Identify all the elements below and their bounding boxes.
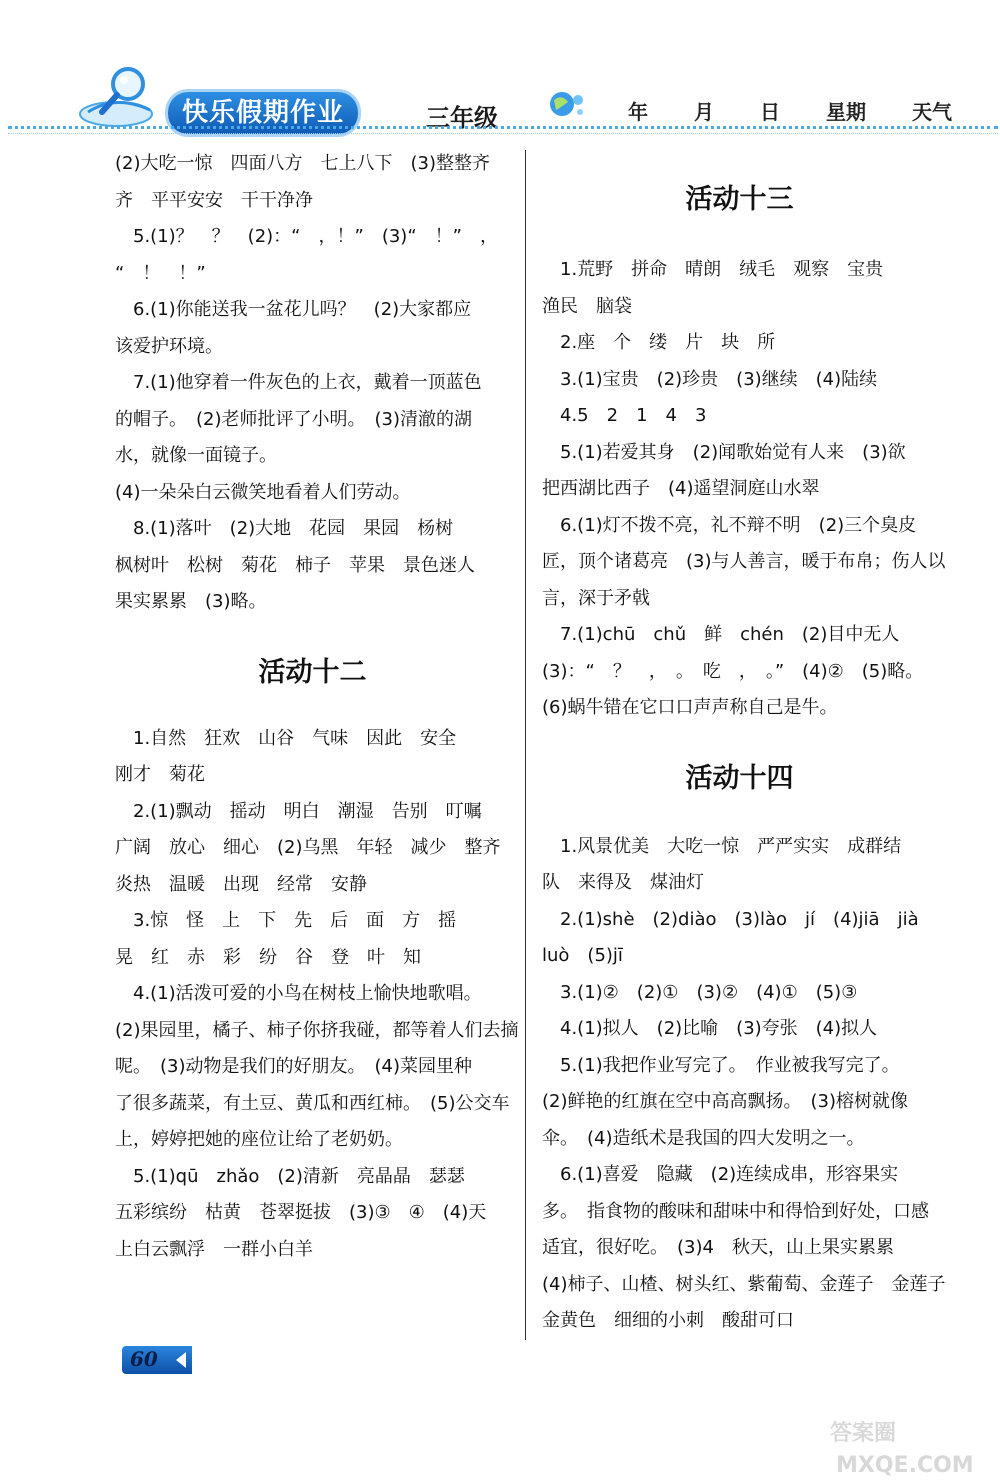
answer-line: 果实累累 (3)略。 bbox=[115, 591, 267, 612]
answer-line: (4)柿子、山楂、树头红、紫葡萄、金莲子 金莲子 bbox=[542, 1273, 946, 1295]
page-number-tab bbox=[122, 1346, 192, 1374]
answer-line: 4.(1)活泼可爱的小鸟在树枝上愉快地歌唱。 bbox=[115, 983, 482, 1004]
answers-activity-14 bbox=[542, 829, 946, 1340]
answer-line: 3.(1)② (2)① (3)② (4)① (5)③ bbox=[542, 981, 858, 1003]
answer-line: 6.(1)喜爱 隐藏 (2)连续成串，形容果实 bbox=[542, 1164, 899, 1185]
right-column bbox=[542, 170, 946, 1340]
answer-line: 1.风景优美 大吃一惊 严严实实 成群结 bbox=[542, 835, 902, 857]
left-column bbox=[115, 146, 519, 1268]
answer-line: “ ！ ！” bbox=[115, 262, 206, 284]
header-dotted-rule bbox=[8, 126, 998, 129]
watermark-logo bbox=[820, 1404, 1000, 1480]
answer-line: 了很多蔬菜，有土豆、黄瓜和西红柿。 (5)公交车 bbox=[115, 1092, 510, 1114]
answer-line: 刚才 菊花 bbox=[115, 764, 205, 785]
answer-line: 4.5 2 1 4 3 bbox=[542, 405, 707, 426]
year-label: 年 bbox=[628, 100, 648, 124]
triangle-left-icon bbox=[176, 1352, 186, 1368]
answer-line: (4)一朵朵白云微笑地看着人们劳动。 bbox=[115, 481, 411, 503]
answer-line: (2)果园里，橘子、柿子你挤我碰，都等着人们去摘 bbox=[115, 1019, 519, 1041]
answer-line: 5.(1)qū zhǎo (2)清新 亮晶晶 瑟瑟 bbox=[115, 1165, 465, 1187]
answer-line: 匠，顶个诸葛亮 (3)与人善言，暖于布帛；伤人以 bbox=[542, 551, 946, 572]
grade-label: 三年级 bbox=[426, 104, 498, 132]
answer-line: 1.荒野 拼命 晴朗 绒毛 观察 宝贵 bbox=[542, 259, 884, 280]
answer-line: 水，就像一面镜子。 bbox=[115, 445, 277, 466]
answer-line: 渔民 脑袋 bbox=[542, 295, 632, 317]
answer-line: 多。 指食物的酸味和甜味中和得恰到好处，口感 bbox=[542, 1200, 929, 1222]
page-number: 60 bbox=[130, 1347, 158, 1371]
answer-line: (3)：“ ？ ， 。 吃 ， 。” (4)② (5)略。 bbox=[542, 660, 924, 682]
watermark-text-url: MXQE.COM bbox=[836, 1453, 974, 1478]
answer-line: 枫树叶 松树 菊花 柿子 苹果 景色迷人 bbox=[115, 554, 475, 576]
section-heading-activity-12: 活动十二 bbox=[258, 656, 367, 688]
day-label: 日 bbox=[760, 100, 780, 124]
answer-line: 5.(1)若爱其身 (2)闻歌始觉有人来 (3)欲 bbox=[542, 441, 906, 463]
answer-line: 2.座 个 缕 片 块 所 bbox=[542, 332, 776, 353]
answers-activity-12 bbox=[115, 721, 519, 1269]
date-weather-fields bbox=[628, 96, 952, 125]
answer-line: 8.(1)落叶 (2)大地 花园 果园 杨树 bbox=[115, 518, 454, 539]
answer-line: 7.(1)他穿着一件灰色的上衣，戴着一顶蓝色 bbox=[115, 372, 482, 393]
answer-line: 6.(1)灯不拨不亮，礼不辩不明 (2)三个臭皮 bbox=[542, 514, 917, 536]
answer-line: 适宜，很好吃。 (3)4 秋天，山上果实累累 bbox=[542, 1237, 894, 1258]
answer-line: 6.(1)你能送我一盆花儿吗？ (2)大家都应 bbox=[115, 299, 472, 320]
answer-line: 炎热 温暖 出现 经常 安静 bbox=[115, 873, 367, 895]
answer-line: 上，婷婷把她的座位让给了老奶奶。 bbox=[115, 1129, 403, 1150]
answer-line: 3.(1)宝贵 (2)珍贵 (3)继续 (4)陆续 bbox=[542, 368, 878, 390]
answer-line: 广阔 放心 细心 (2)乌黑 年轻 减少 整齐 bbox=[115, 837, 501, 858]
weekday-label: 星期 bbox=[826, 100, 866, 124]
section-heading-activity-14: 活动十四 bbox=[685, 762, 794, 794]
answer-line: (2)大吃一惊 四面八方 七上八下 (3)整整齐 bbox=[115, 153, 490, 174]
answer-line: 五彩缤纷 枯黄 苍翠挺拔 (3)③ ④ (4)天 bbox=[115, 1202, 487, 1223]
page-header bbox=[0, 0, 1000, 140]
column-divider bbox=[525, 150, 526, 1340]
answer-line: 上白云飘浮 一群小白羊 bbox=[115, 1238, 313, 1260]
answer-line: 呢。 (3)动物是我们的好朋友。 (4)菜园里种 bbox=[115, 1056, 472, 1077]
answer-line: luò (5)jī bbox=[542, 945, 623, 966]
answer-line: 3.惊 怪 上 下 先 后 面 方 摇 bbox=[115, 910, 457, 931]
answer-line: 7.(1)chū chǔ 鲜 chén (2)目中无人 bbox=[542, 624, 900, 645]
globe-icon bbox=[548, 88, 588, 126]
answer-line: 5.(1)？ ？ (2)：“ ，！” (3)“ ！” ， bbox=[115, 226, 498, 247]
answer-line: 的帽子。 (2)老师批评了小明。 (3)清澈的湖 bbox=[115, 408, 472, 430]
answer-line: 金黄色 细细的小刺 酸甜可口 bbox=[542, 1310, 794, 1331]
answer-line: 伞。 (4)造纸术是我国的四大发明之一。 bbox=[542, 1127, 865, 1149]
section-heading-activity-13: 活动十三 bbox=[685, 184, 794, 215]
answer-line: 2.(1)shè (2)diào (3)lào jí (4)jiā jià bbox=[542, 908, 919, 930]
answer-line: 言，深于矛戟 bbox=[542, 587, 650, 609]
watermark-text-cn: 答案圈 bbox=[830, 1421, 897, 1446]
answer-line: 队 来得及 煤油灯 bbox=[542, 872, 704, 893]
weather-label: 天气 bbox=[912, 100, 952, 124]
answer-line: 齐 平平安安 干干净净 bbox=[115, 189, 313, 211]
answers-activity-11-continued bbox=[115, 146, 510, 621]
answer-line: 4.(1)拟人 (2)比喻 (3)夸张 (4)拟人 bbox=[542, 1018, 878, 1039]
book-title-banner: 快乐假期作业 bbox=[168, 92, 358, 134]
answer-line: 5.(1)我把作业写完了。 作业被我写完了。 bbox=[542, 1054, 900, 1076]
answer-line: 该爱护环境。 bbox=[115, 335, 223, 357]
answer-line: (6)蜗牛错在它口口声声称自己是牛。 bbox=[542, 697, 838, 718]
answer-line: 1.自然 狂欢 山谷 气味 因此 安全 bbox=[115, 727, 457, 749]
header-dotted-rule-light bbox=[8, 133, 998, 134]
answer-line: (2)鲜艳的红旗在空中高高飘扬。 (3)榕树就像 bbox=[542, 1091, 908, 1112]
answer-line: 晃 红 赤 彩 纷 谷 登 叶 知 bbox=[115, 946, 421, 968]
month-label: 月 bbox=[694, 100, 714, 124]
answer-line: 2.(1)飘动 摇动 明白 潮湿 告别 叮嘱 bbox=[115, 800, 482, 822]
magnifier-book-icon bbox=[78, 60, 168, 130]
answer-line: 把西湖比西子 (4)遥望洞庭山水翠 bbox=[542, 478, 820, 499]
answers-activity-13 bbox=[542, 252, 946, 727]
